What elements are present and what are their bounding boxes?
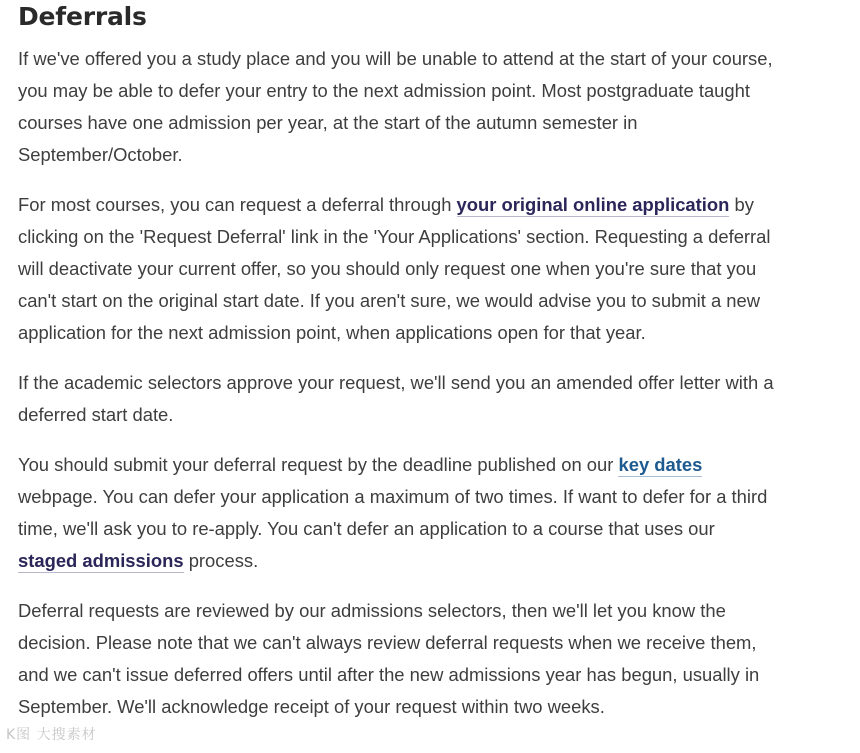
- paragraph-review-process: Deferral requests are reviewed by our admissions selectors, then we'll let you know the decision. Please note that we can't always review deferral requests when we receive them, and we can't issue deferred offers until after the new admissions year has begun, usually in September. We'll acknowledge receipt of your request within two weeks.: [18, 600, 760, 717]
- paragraph-deadline: [18, 449, 778, 577]
- paragraph-approval: If the academic selectors approve your request, we'll send you an amended offer letter with a deferred start date.: [18, 372, 774, 425]
- paragraph-request-deferral: [18, 189, 778, 349]
- paragraph-text: webpage. You can defer your application a maximum of two times. If want to defer for a third time, we'll ask you to re-apply. You can't defer an application to a course that uses our: [18, 486, 768, 539]
- paragraph-text: by clicking on the 'Request Deferral' link in the 'Your Applications' section. Requesting a deferral will deactivate your current offer, so you should only request one when you're sure that you can't start on the original start date. If you aren't sure, we would advise you to submit a new application for the next admission point, when applications open for that year.: [18, 194, 771, 343]
- staged-admissions-link[interactable]: staged admissions: [18, 550, 184, 571]
- watermark-logo: K图 大搜素材: [6, 727, 97, 743]
- key-dates-link[interactable]: key dates: [618, 454, 703, 475]
- original-online-application-link[interactable]: your original online application: [456, 194, 730, 215]
- paragraph-offer-deferral: If we've offered you a study place and you will be unable to attend at the start of your course, you may be able to defer your entry to the next admission point. Most postgraduate taught courses have one admission per year, at the start of the autumn semester in September/October.: [18, 48, 773, 165]
- page-title: Deferrals: [18, 2, 147, 31]
- paragraph-text: process.: [183, 550, 259, 571]
- paragraph-text: For most courses, you can request a deferral through: [18, 194, 457, 215]
- paragraph-text: You should submit your deferral request by the deadline published on our: [18, 454, 619, 475]
